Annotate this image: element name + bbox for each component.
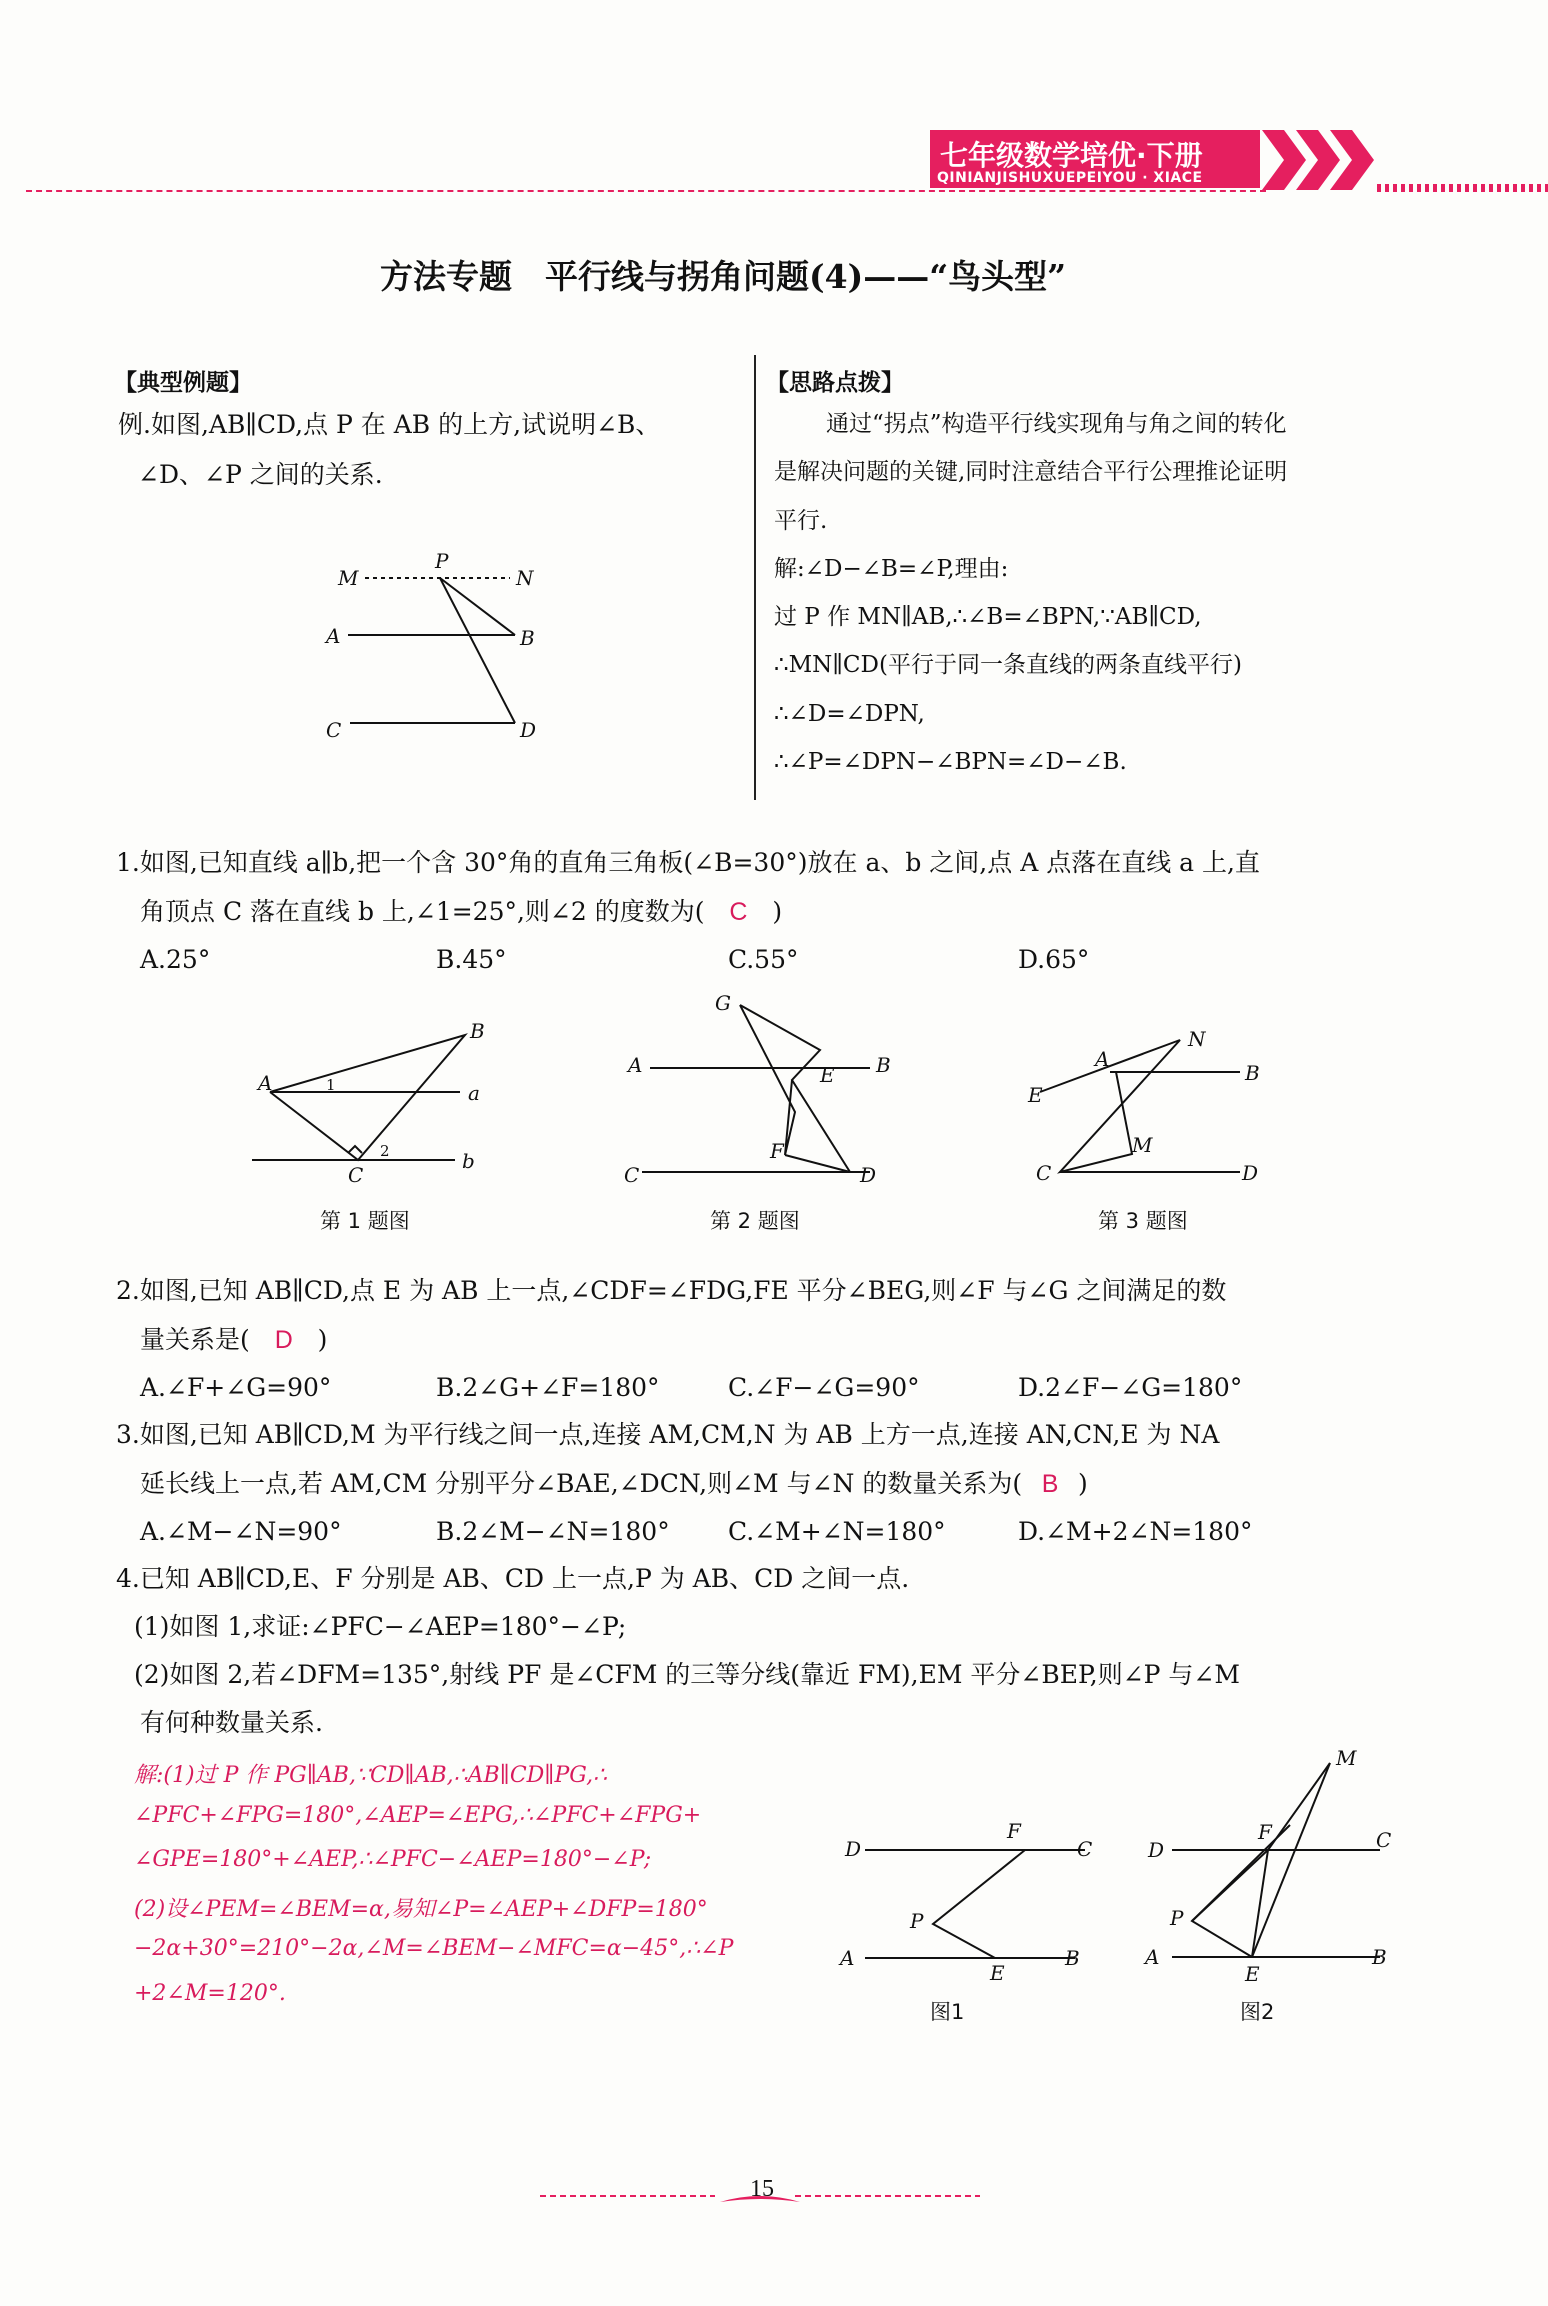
example-line-1: 例.如图,AB∥CD,点 P 在 AB 的上方,试说明∠B、 xyxy=(118,410,661,439)
fig1-label-a-line: a xyxy=(468,1081,480,1105)
q2-option-b: B.2∠G+∠F=180° xyxy=(436,1373,660,1402)
q4f1-label-d: D xyxy=(845,1837,862,1861)
hint-solution-4: ∴∠D=∠DPN, xyxy=(774,701,925,727)
q3-option-d: D.∠M+2∠N=180° xyxy=(1018,1517,1253,1546)
q4f2-label-m: M xyxy=(1336,1746,1357,1770)
fig2-label-a: A xyxy=(628,1053,643,1077)
fig1-angle-2: 2 xyxy=(380,1142,390,1160)
q4-caption-figure-2: 图2 xyxy=(1240,2000,1275,2024)
hint-line-1: 通过“拐点”构造平行线实现角与角之间的转化 xyxy=(826,411,1287,437)
fig2-label-e: E xyxy=(820,1063,835,1087)
example-label-b: B xyxy=(520,626,535,650)
fig2-label-f: F xyxy=(770,1139,784,1163)
q4-line-1: 4.已知 AB∥CD,E、F 分别是 AB、CD 上一点,P 为 AB、CD 之间一点. xyxy=(116,1564,910,1593)
q3-option-b: B.2∠M−∠N=180° xyxy=(436,1517,670,1546)
page-number: 15 xyxy=(750,2176,774,2202)
q4f2-label-a: A xyxy=(1145,1945,1160,1969)
q1-line-2-close: ) xyxy=(772,897,783,926)
hint-solution-2: 过 P 作 MN∥AB,∴∠B=∠BPN,∵AB∥CD, xyxy=(774,604,1202,630)
fig3-label-c: C xyxy=(1036,1161,1052,1185)
example-label-n: N xyxy=(516,566,534,590)
q2-option-a: A.∠F+∠G=90° xyxy=(140,1373,332,1402)
q3-line-2 xyxy=(140,1471,1088,1497)
q1-option-c: C.55° xyxy=(728,945,799,974)
caption-figure-3: 第 3 题图 xyxy=(1098,1209,1188,1233)
fig3-label-d: D xyxy=(1242,1161,1259,1185)
page-title: 方法专题 平行线与拐角问题(4)——“鸟头型” xyxy=(380,257,1067,296)
q3-line-1: 3.如图,已知 AB∥CD,M 为平行线之间一点,连接 AM,CM,N 为 AB 上方一点,连接 AN,CN,E 为 NA xyxy=(116,1420,1220,1449)
fig3-label-e: E xyxy=(1028,1083,1043,1107)
figure-3 xyxy=(1020,1020,1290,1190)
q4f1-label-p: P xyxy=(910,1909,924,1933)
hint-solution-1: 解:∠D−∠B=∠P,理由: xyxy=(774,556,1009,582)
example-label-p: P xyxy=(435,549,449,573)
fig2-label-b: B xyxy=(876,1053,891,1077)
q4f1-label-b: B xyxy=(1065,1946,1080,1970)
q1-answer: C xyxy=(729,898,748,926)
q4f2-label-p: P xyxy=(1170,1906,1184,1930)
q4-part-2b: 有何种数量关系. xyxy=(140,1708,323,1737)
figure-2 xyxy=(620,990,900,1190)
q4-solution-4: (2)设∠PEM=∠BEM=α,易知∠P=∠AEP+∠DFP=180° xyxy=(134,1897,708,1922)
figure-1 xyxy=(240,1010,490,1190)
fig1-label-b: B xyxy=(470,1019,485,1043)
q4f1-label-e: E xyxy=(990,1961,1005,1985)
q2-line-2-text: 量关系是( xyxy=(140,1325,250,1354)
hint-solution-3: ∴MN∥CD(平行于同一条直线的两条直线平行) xyxy=(774,652,1242,678)
example-label-m: M xyxy=(338,566,359,590)
q4f1-label-a: A xyxy=(840,1946,855,1970)
fig3-label-b: B xyxy=(1245,1061,1260,1085)
q4f2-label-e: E xyxy=(1245,1962,1260,1985)
hint-line-2: 是解决问题的关键,同时注意结合平行公理推论证明 xyxy=(774,459,1288,485)
q4f2-label-c: C xyxy=(1376,1828,1392,1852)
q4-solution-2: ∠PFC+∠FPG=180°,∠AEP=∠EPG,∴∠PFC+∠FPG+ xyxy=(134,1803,702,1828)
header-subtitle: QINIANJISHUXUEPEIYOU · XIACE xyxy=(937,170,1203,186)
q3-option-c: C.∠M+∠N=180° xyxy=(728,1517,946,1546)
q2-line-2 xyxy=(140,1327,327,1353)
example-label: 【典型例题】 xyxy=(114,370,252,396)
hint-label: 【思路点拨】 xyxy=(766,370,904,396)
example-label-d: D xyxy=(520,718,537,742)
example-figure xyxy=(320,545,560,750)
fig1-label-b-line: b xyxy=(462,1149,475,1173)
fig1-label-c: C xyxy=(348,1163,364,1187)
fig1-angle-1: 1 xyxy=(326,1076,336,1094)
q1-option-a: A.25° xyxy=(140,945,211,974)
q1-option-d: D.65° xyxy=(1018,945,1090,974)
q3-line-2-text: 延长线上一点,若 AM,CM 分别平分∠BAE,∠DCN,则∠M 与∠N 的数量关系为( xyxy=(140,1469,1023,1498)
q1-line-2-text: 角顶点 C 落在直线 b 上,∠1=25°,则∠2 的度数为( xyxy=(140,897,705,926)
q4-figure-2 xyxy=(1140,1745,1400,1985)
q3-answer: B xyxy=(1041,1470,1059,1498)
q2-option-d: D.2∠F−∠G=180° xyxy=(1018,1373,1243,1402)
q1-line-2 xyxy=(140,899,782,925)
fig2-label-c: C xyxy=(624,1163,640,1187)
fig3-label-a: A xyxy=(1095,1047,1110,1071)
header-dashed-line xyxy=(26,190,1266,192)
q4f2-label-f: F xyxy=(1258,1820,1272,1844)
q4-part-1: (1)如图 1,求证:∠PFC−∠AEP=180°−∠P; xyxy=(134,1612,627,1641)
fig3-label-m: M xyxy=(1132,1133,1153,1157)
q3-line-2-close: ) xyxy=(1078,1469,1088,1498)
fig2-label-d: D xyxy=(860,1163,877,1187)
column-divider xyxy=(754,355,756,800)
caption-figure-1: 第 1 题图 xyxy=(320,1209,410,1233)
fig2-label-g: G xyxy=(715,991,731,1015)
hint-line-3: 平行. xyxy=(774,508,828,534)
fig1-label-a: A xyxy=(258,1071,273,1095)
q4f2-label-b: B xyxy=(1372,1945,1387,1969)
q4-caption-figure-1: 图1 xyxy=(930,2000,965,2024)
q2-line-2-close: ) xyxy=(317,1325,328,1354)
hint-solution-5: ∴∠P=∠DPN−∠BPN=∠D−∠B. xyxy=(774,749,1127,775)
q4-solution-5: −2α+30°=210°−2α,∠M=∠BEM−∠MFC=α−45°,∴∠P xyxy=(134,1936,734,1961)
q4-part-2a: (2)如图 2,若∠DFM=135°,射线 PF 是∠CFM 的三等分线(靠近 FM),EM 平分∠BEP,则∠P 与∠M xyxy=(134,1660,1240,1689)
q1-option-b: B.45° xyxy=(436,945,507,974)
q4f1-label-c: C xyxy=(1077,1837,1093,1861)
q4-figure-1 xyxy=(835,1810,1105,1990)
header-title: 七年级数学培优·下册 xyxy=(940,139,1203,172)
q2-option-c: C.∠F−∠G=90° xyxy=(728,1373,920,1402)
q4f1-label-f: F xyxy=(1007,1819,1021,1843)
q4-solution-1: 解:(1)过 P 作 PG∥AB,∵CD∥AB,∴AB∥CD∥PG,∴ xyxy=(134,1763,608,1788)
q4f2-label-d: D xyxy=(1148,1838,1165,1862)
q2-line-1: 2.如图,已知 AB∥CD,点 E 为 AB 上一点,∠CDF=∠FDG,FE 平分∠BEG,则∠F 与∠G 之间满足的数 xyxy=(116,1276,1227,1305)
example-line-2: ∠D、∠P 之间的关系. xyxy=(138,460,383,489)
q4-solution-3: ∠GPE=180°+∠AEP,∴∠PFC−∠AEP=180°−∠P; xyxy=(134,1847,652,1872)
caption-figure-2: 第 2 题图 xyxy=(710,1209,800,1233)
q4-solution-6: +2∠M=120°. xyxy=(134,1981,286,2006)
q2-answer: D xyxy=(274,1326,293,1354)
header-chevron-icons xyxy=(1262,130,1548,200)
example-label-a: A xyxy=(326,624,341,648)
q1-line-1: 1.如图,已知直线 a∥b,把一个含 30°角的直角三角板(∠B=30°)放在 a、b 之间,点 A 点落在直线 a 上,直 xyxy=(116,848,1260,877)
example-label-c: C xyxy=(326,718,342,742)
fig3-label-n: N xyxy=(1188,1027,1206,1051)
q3-option-a: A.∠M−∠N=90° xyxy=(140,1517,342,1546)
